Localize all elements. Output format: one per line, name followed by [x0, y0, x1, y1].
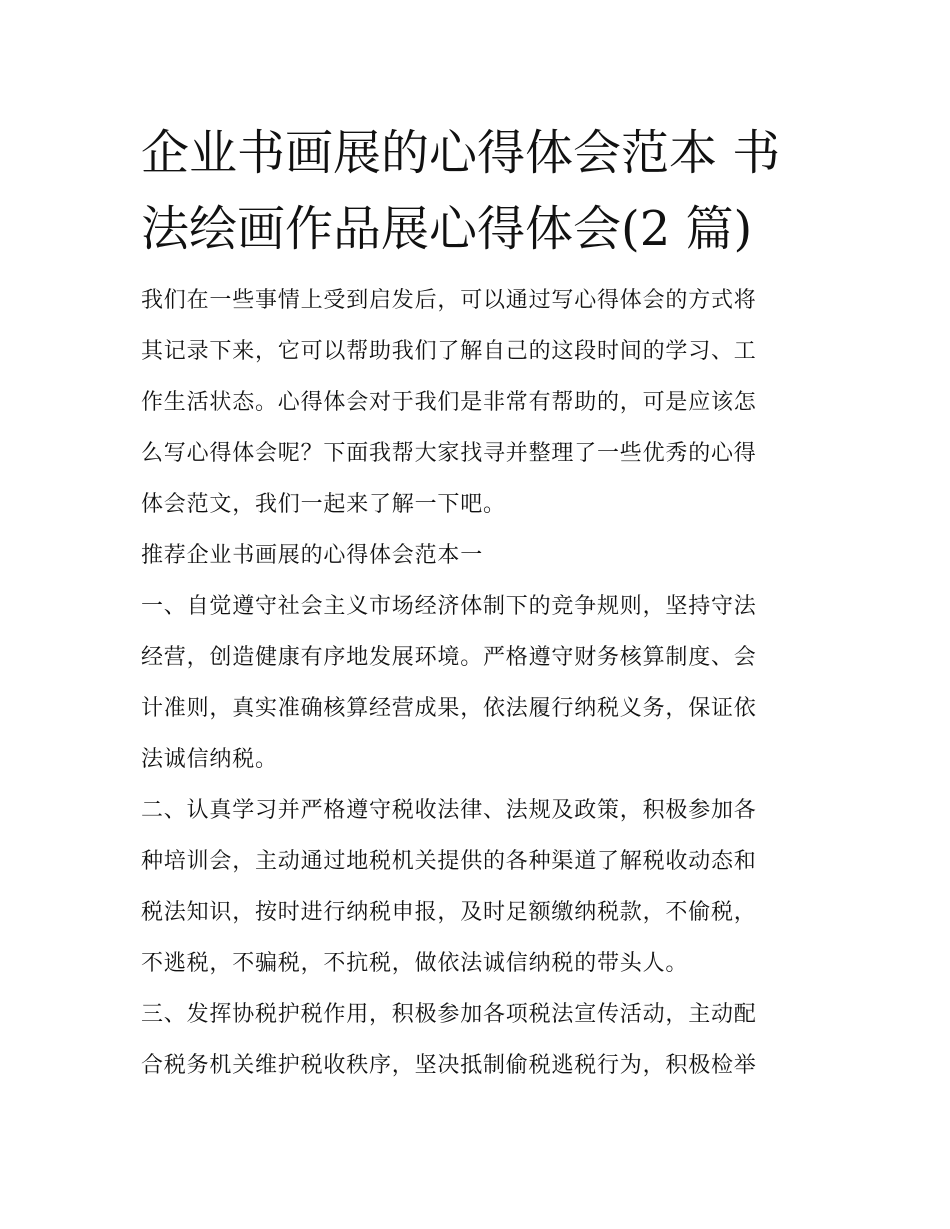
text-line: 合税务机关维护税收秩序，坚决抵制偷税逃税行为，积极检举 — [141, 1053, 757, 1078]
text-line: 我们在一些事情上受到启发后，可以通过写心得体会的方式将 — [141, 288, 757, 313]
text-line: 么写心得体会呢？下面我帮大家找寻并整理了一些优秀的心得 — [141, 441, 757, 466]
document-body — [141, 275, 813, 1091]
section-heading — [141, 530, 813, 581]
text-line: 计准则，真实准确核算经营成果，依法履行纳税义务，保证依 — [141, 696, 757, 721]
document-title — [141, 115, 813, 267]
text-line: 三、发挥协税护税作用，积极参加各项税法宣传活动，主动配 — [141, 1002, 757, 1027]
text-line: 作生活状态。心得体会对于我们是非常有帮助的，可是应该怎 — [141, 390, 757, 415]
text-line: 体会范文，我们一起来了解一下吧。 — [141, 492, 506, 517]
item-paragraph-1 — [141, 581, 813, 785]
text-line: 种培训会，主动通过地税机关提供的各种渠道了解税收动态和 — [141, 849, 757, 874]
text-line: 推荐企业书画展的心得体会范本一 — [141, 543, 484, 568]
text-line: 法诚信纳税。 — [141, 747, 278, 772]
text-line: 经营，创造健康有序地发展环境。严格遵守财务核算制度、会 — [141, 645, 757, 670]
item-paragraph-2 — [141, 785, 813, 989]
text-line: 税法知识，按时进行纳税申报，及时足额缴纳税款，不偷税， — [141, 900, 757, 925]
intro-paragraph — [141, 275, 813, 530]
text-line: 一、自觉遵守社会主义市场经济体制下的竞争规则，坚持守法 — [141, 594, 757, 619]
text-line: 不逃税，不骗税，不抗税，做依法诚信纳税的带头人。 — [141, 951, 689, 976]
item-paragraph-3 — [141, 989, 813, 1091]
title-line: 企业书画展的心得体会范本 书 — [141, 125, 781, 181]
text-line: 其记录下来，它可以帮助我们了解自己的这段时间的学习、工 — [141, 339, 757, 364]
title-line: 法绘画作品展心得体会(2 篇) — [141, 201, 753, 257]
text-line: 二、认真学习并严格遵守税收法律、法规及政策，积极参加各 — [141, 798, 757, 823]
